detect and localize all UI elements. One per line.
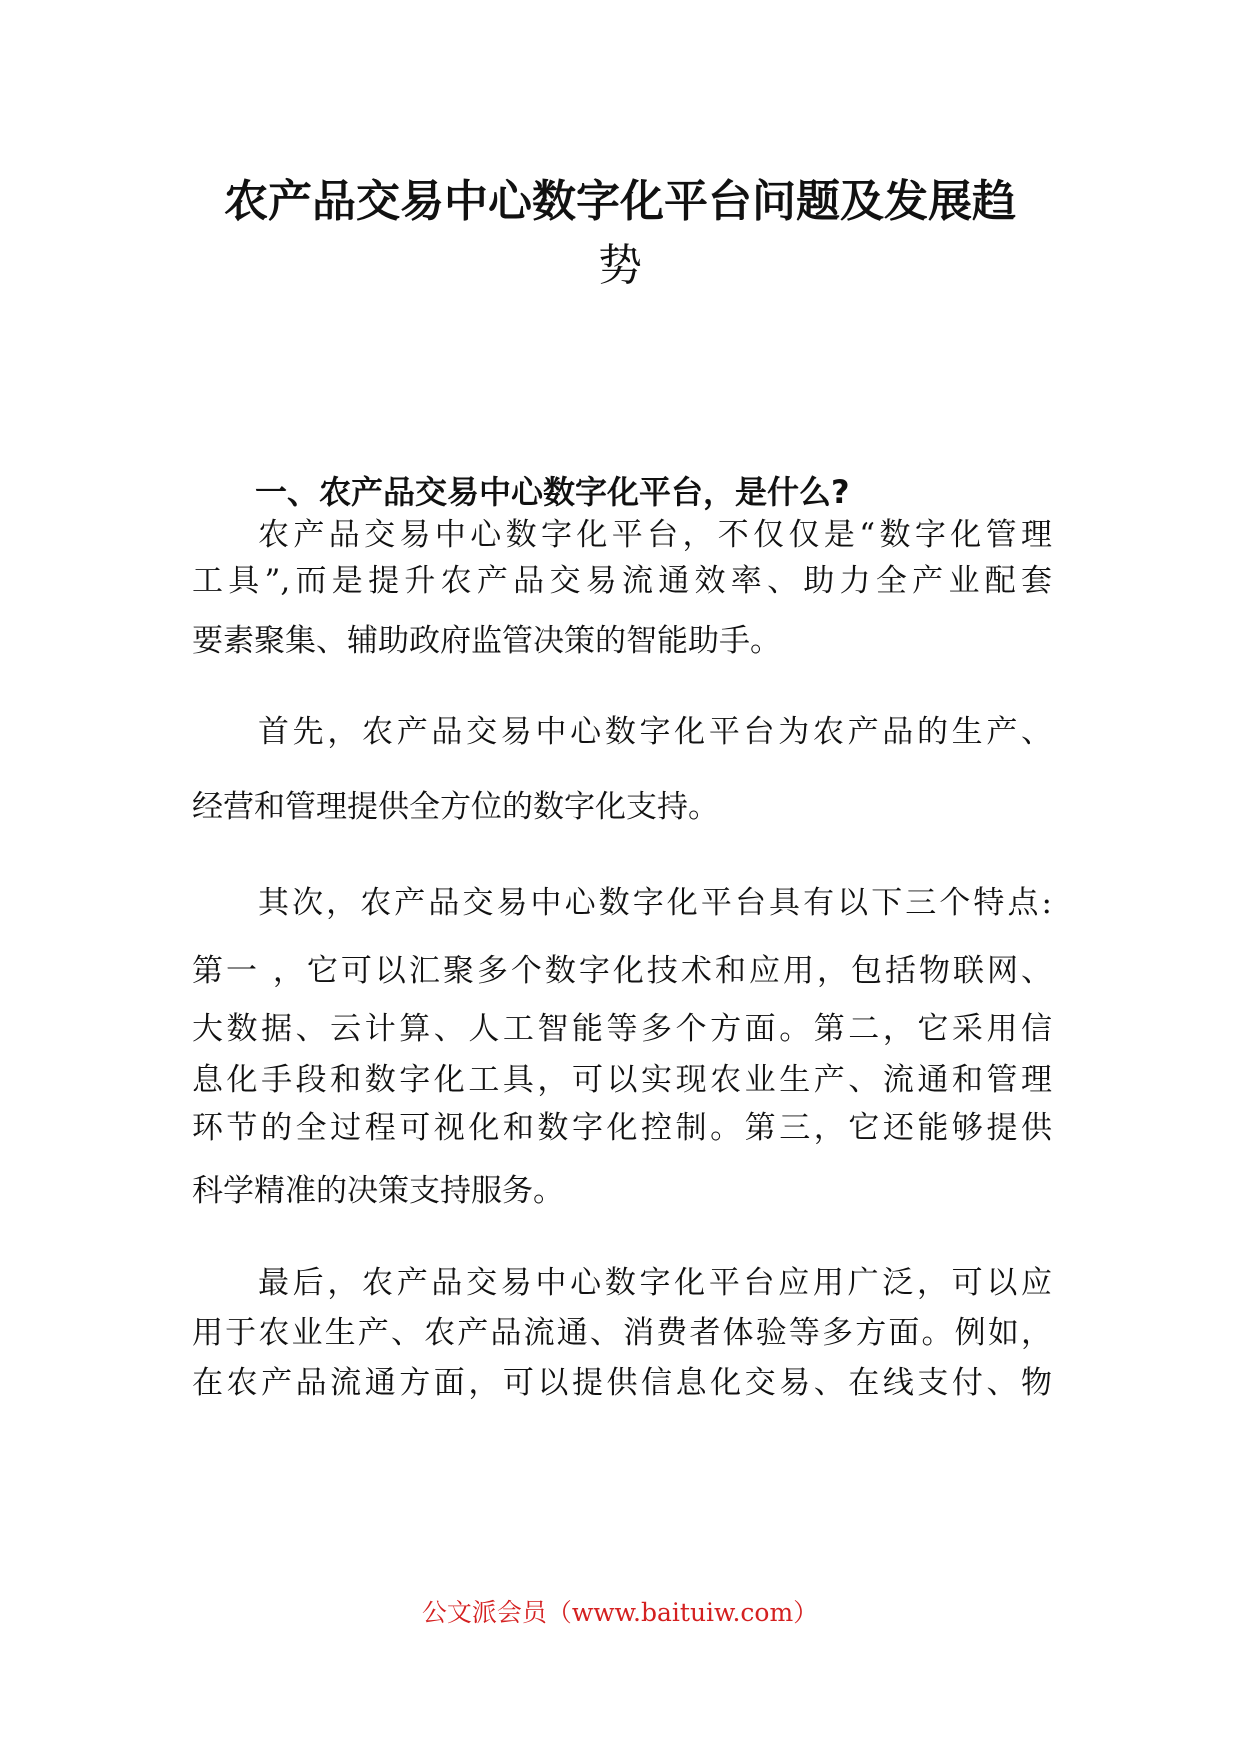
paragraph-1-line-2: 工具”,而是提升农产品交易流通效率、助力全产业配套	[192, 563, 1052, 599]
footer-watermark-link[interactable]: 公文派会员（www.baituiw.com）	[421, 1598, 819, 1627]
paragraph-3-line-5: 环节的全过程可视化和数字化控制。第三，它还能够提供	[192, 1110, 1052, 1146]
paragraph-3-line-1: 其次，农产品交易中心数字化平台具有以下三个特点:	[258, 885, 1052, 921]
paragraph-4-line-1: 最后，农产品交易中心数字化平台应用广泛，可以应	[258, 1265, 1052, 1301]
paragraph-3-line-4: 息化手段和数字化工具，可以实现农业生产、流通和管理	[192, 1062, 1052, 1098]
paragraph-4-line-2: 用于农业生产、农产品流通、消费者体验等多方面。例如，	[192, 1315, 1052, 1351]
document-title-line-2: 势	[598, 240, 642, 291]
section-heading: 一、农产品交易中心数字化平台，是什么?	[255, 473, 850, 511]
paragraph-1-line-1: 农产品交易中心数字化平台，不仅仅是“数字化管理	[258, 517, 1052, 553]
document-title-line-1: 农产品交易中心数字化平台问题及发展趋	[224, 176, 1016, 227]
paragraph-3-line-2: 第一 ，它可以汇聚多个数字化技术和应用，包括物联网、	[192, 953, 1052, 989]
paragraph-2-line-2: 经营和管理提供全方位的数字化支持。	[192, 789, 719, 825]
paragraph-4-line-3: 在农产品流通方面，可以提供信息化交易、在线支付、物	[192, 1365, 1052, 1401]
paragraph-3-line-3: 大数据、云计算、人工智能等多个方面。第二，它采用信	[192, 1011, 1052, 1047]
paragraph-1-line-3: 要素聚集、辅助政府监管决策的智能助手。	[192, 623, 781, 659]
paragraph-2-line-1: 首先，农产品交易中心数字化平台为农产品的生产、	[258, 714, 1052, 750]
paragraph-3-line-6: 科学精准的决策支持服务。	[192, 1173, 564, 1209]
